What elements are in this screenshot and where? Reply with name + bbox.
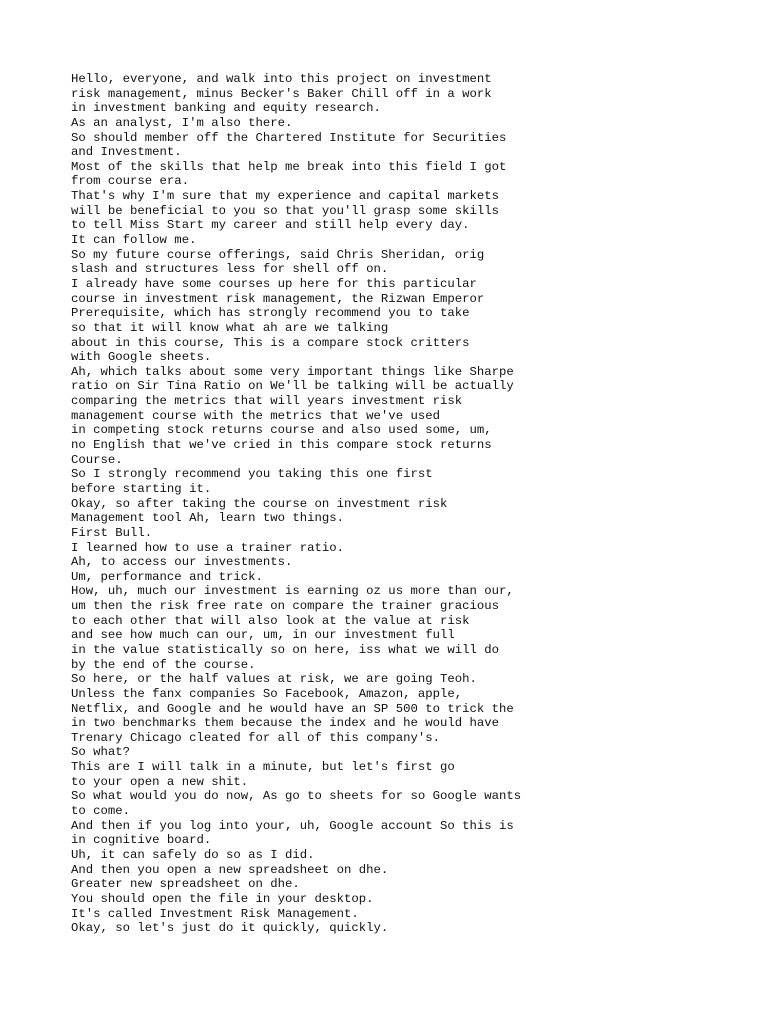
transcript-line: As an analyst, I'm also there. [71, 115, 293, 130]
transcript-line: Trenary Chicago cleated for all of this company's. [71, 730, 440, 745]
transcript-line: comparing the metrics that will years investment risk [71, 394, 463, 409]
transcript-line: and see how much can our, um, in our investment full [71, 628, 455, 643]
transcript-line: Ah, which talks about some very important things like Sharpe [71, 364, 514, 379]
transcript-line: Most of the skills that help me break into this field I got [71, 159, 507, 174]
transcript-line: Um, performance and trick. [71, 569, 263, 584]
transcript-line: And then if you log into your, uh, Google account So this is [71, 818, 514, 833]
transcript-line: You should open the file in your desktop. [71, 891, 374, 906]
transcript-line: about in this course, This is a compare stock critters [71, 335, 470, 350]
transcript-line: from course era. [71, 174, 190, 189]
transcript-line: Okay, so after taking the course on investment risk [71, 496, 448, 511]
transcript-line: That's why I'm sure that my experience and capital markets [71, 189, 500, 204]
transcript-line: by the end of the course. [71, 657, 256, 672]
transcript-line: slash and structures less for shell off on. [71, 262, 389, 277]
transcript-line: It can follow me. [71, 233, 197, 248]
transcript-line: Unless the fanx companies So Facebook, Amazon, apple, [71, 686, 463, 701]
transcript-line: course in investment risk management, the Rizwan Emperor [71, 291, 485, 306]
transcript-line: Course. [71, 452, 123, 467]
transcript-line: I already have some courses up here for this particular [71, 276, 477, 291]
transcript-line: in cognitive board. [71, 833, 212, 848]
transcript-line: First Bull. [71, 525, 153, 540]
transcript-line: How, uh, much our investment is earning oz us more than our, [71, 584, 514, 599]
transcript-line: no English that we've cried in this compare stock returns [71, 438, 492, 453]
transcript-line: ratio on Sir Tina Ratio on We'll be talking will be actually [71, 379, 514, 394]
transcript-line: Netflix, and Google and he would have an SP 500 to trick the [71, 701, 514, 716]
transcript-line: So should member off the Chartered Institute for Securities [71, 130, 507, 145]
transcript-line: in competing stock returns course and also used some, um, [71, 423, 492, 438]
transcript-line: And then you open a new spreadsheet on dhe. [71, 862, 389, 877]
transcript-line: to come. [71, 804, 131, 819]
transcript-line: so that it will know what ah are we talking [71, 320, 389, 335]
transcript-line: in two benchmarks them because the index and he would have [71, 716, 500, 731]
transcript-line: risk management, minus Becker's Baker Chill off in a work [71, 86, 492, 101]
transcript-line: So here, or the half values at risk, we are going Teoh. [71, 672, 477, 687]
transcript-line: in investment banking and equity research. [71, 101, 381, 116]
transcript-line: Prerequisite, which has strongly recommend you to take [71, 306, 470, 321]
transcript-line: So what? [71, 745, 131, 760]
transcript-line: I learned how to use a trainer ratio. [71, 540, 345, 555]
transcript-line: So I strongly recommend you taking this one first [71, 467, 433, 482]
transcript-line: Okay, so let's just do it quickly, quickly. [71, 921, 389, 936]
transcript-line: Management tool Ah, learn two things. [71, 511, 345, 526]
transcript-line: It's called Investment Risk Management. [71, 906, 359, 921]
transcript-line: with Google sheets. [71, 350, 212, 365]
transcript-line: Ah, to access our investments. [71, 555, 293, 570]
transcript-line: um then the risk free rate on compare the trainer gracious [71, 599, 500, 614]
transcript-line: in the value statistically so on here, iss what we will do [71, 642, 500, 657]
transcript-line: to each other that will also look at the value at risk [71, 613, 470, 628]
transcript-line: So my future course offerings, said Chris Sheridan, orig [71, 247, 485, 262]
transcript-line: to tell Miss Start my career and still help every day. [71, 218, 470, 233]
transcript-line: and Investment. [71, 145, 182, 160]
transcript-line: Greater new spreadsheet on dhe. [71, 877, 300, 892]
transcript-line: will be beneficial to you so that you'll grasp some skills [71, 203, 500, 218]
transcript-page [71, 72, 751, 936]
transcript-line: This are I will talk in a minute, but let's first go [71, 760, 455, 775]
transcript-line: management course with the metrics that we've used [71, 408, 440, 423]
transcript-line: before starting it. [71, 481, 212, 496]
transcript-line: Hello, everyone, and walk into this project on investment [71, 72, 492, 86]
transcript-line: Uh, it can safely do so as I did. [71, 847, 315, 862]
transcript-line: So what would you do now, As go to sheets for so Google wants [71, 789, 522, 804]
transcript-line: to your open a new shit. [71, 774, 249, 789]
